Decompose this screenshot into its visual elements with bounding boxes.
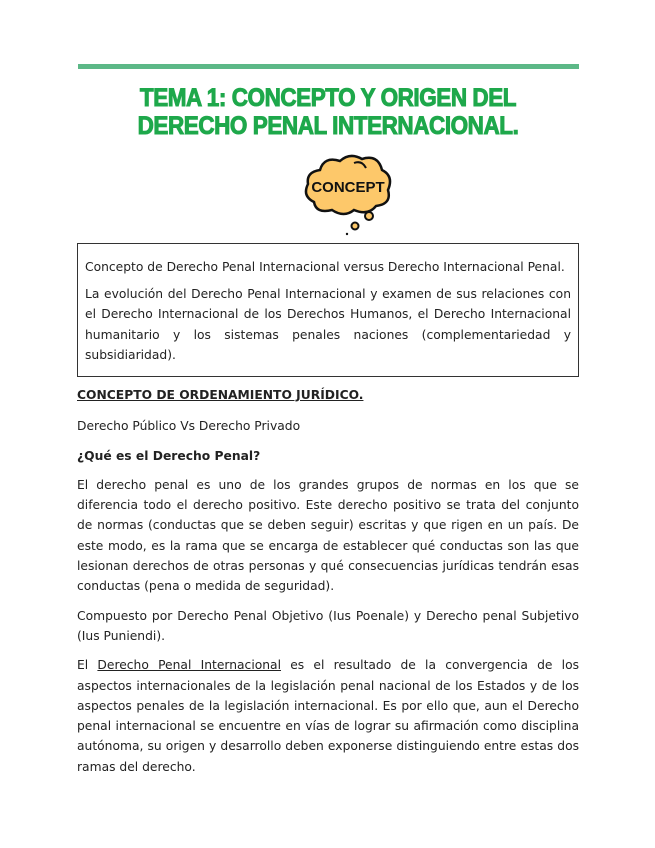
section-heading: CONCEPTO DE ORDENAMIENTO JURÍDICO. <box>77 388 364 402</box>
concept-label: CONCEPT <box>311 179 385 196</box>
p3-rest: es el resultado de la convergencia de los aspectos internacionales de la legislación penal nacional de los Estados y de los aspectos penales de la legislación internacional. Es por ello que, aun el Derecho penal internacional se encuentre en vías de lograr su afirmación como disciplina autónoma, su origen y desarrollo deben exponerse distinguiendo entre estas dos ramas del derecho. <box>77 658 579 774</box>
question-heading: ¿Qué es el Derecho Penal? <box>77 448 261 463</box>
concept-thought-bubble-icon <box>300 152 395 240</box>
summary-line-2: La evolución del Derecho Penal Internacional y examen de sus relaciones con el Derecho Internacional de los Derechos Humanos, el Derecho Internacional humanitario y los sistemas penales naciones (complementariedad y subsidiaridad). <box>85 286 571 362</box>
paragraph-2: Compuesto por Derecho Penal Objetivo (Ius Poenale) y Derecho penal Subjetivo (Ius Puniendi). <box>77 608 579 643</box>
derecho-penal-internacional-term: Derecho Penal Internacional <box>97 658 282 673</box>
section-subtitle: Derecho Público Vs Derecho Privado <box>77 419 301 434</box>
paragraph-1: El derecho penal es uno de los grandes grupos de normas en los que se diferencia todo el derecho positivo. Este derecho positivo se trata del conjunto de normas (conductas que se deben seguir) escritas y que rigen en un país. De este modo, es la rama que se encarga de establecer qué conductas son las que lesionan derechos de otras personas y qué consecuencias jurídicas tendrán esas conductas (pena o medida de seguridad). <box>77 477 579 594</box>
summary-box <box>77 243 579 377</box>
summary-line-1: Concepto de Derecho Penal Internacional versus Derecho Internacional Penal. <box>85 260 565 274</box>
paragraph-3 <box>77 655 579 777</box>
p3-prefix: El <box>77 658 98 673</box>
page-title: TEMA 1: CONCEPTO Y ORIGEN DEL DERECHO PENAL INTERNACIONAL. <box>137 84 519 140</box>
document-body <box>77 385 579 786</box>
header-rule <box>78 64 579 69</box>
